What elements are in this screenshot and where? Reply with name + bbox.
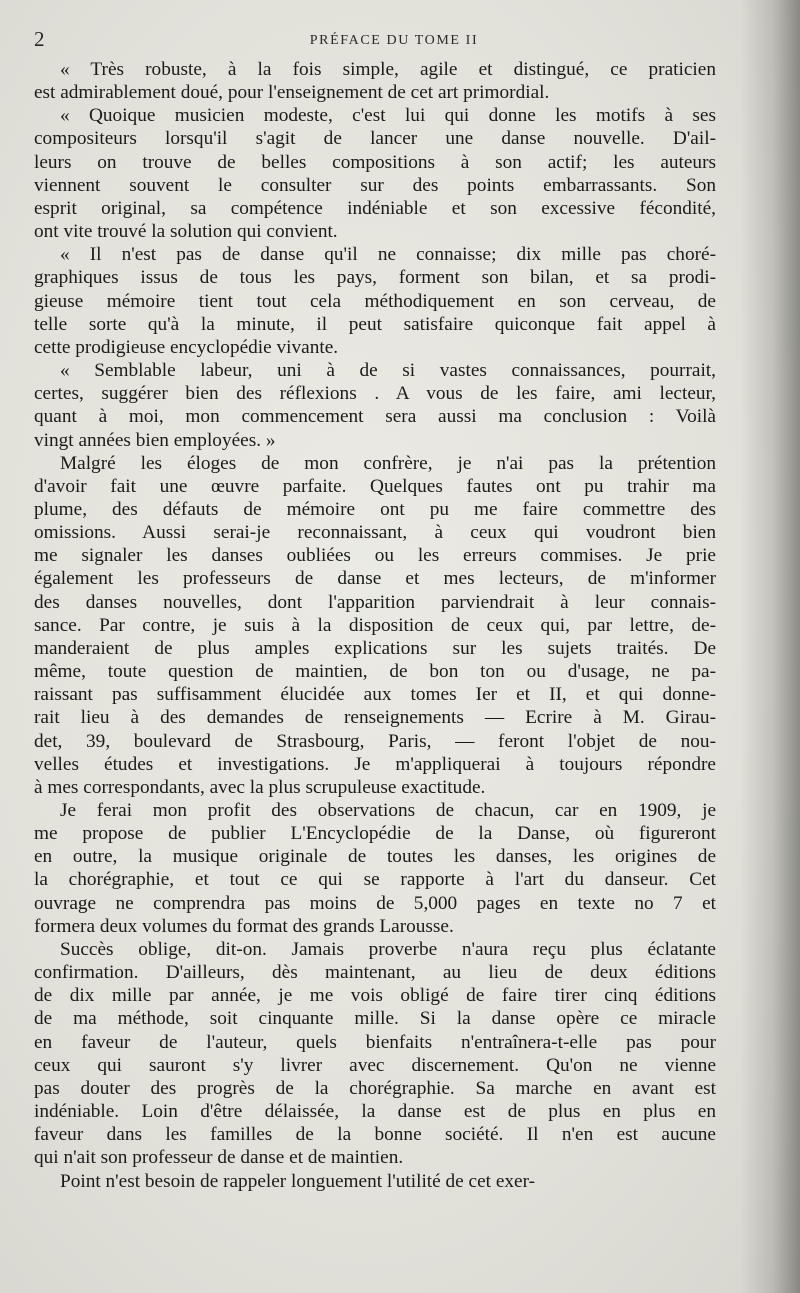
page-header: [34, 27, 754, 52]
text-line: de ma méthode, soit cinquante mille. Si la danse opère ce miracle: [34, 1008, 716, 1030]
text-line: me propose de publier L'Encyclopédie de la Danse, où figureront: [34, 823, 716, 845]
paragraph: [34, 104, 716, 243]
paragraph: [34, 1170, 716, 1193]
text-line: faveur dans les familles de la bonne société. Il n'en est aucune: [34, 1124, 716, 1146]
text-line: également les professeurs de danse et mes lecteurs, de m'informer: [34, 568, 716, 590]
paragraph: [34, 938, 716, 1170]
page-number: 2: [34, 27, 45, 51]
text-line: rait lieu à des demandes de renseignements — Ecrire à M. Girau-: [34, 707, 716, 729]
text-line: « Très robuste, à la fois simple, agile et distingué, ce praticien: [60, 59, 716, 80]
text-line: quant à moi, mon commencement sera aussi ma conclusion : Voilà: [34, 406, 716, 428]
text-line: me signaler les danses oubliées ou les erreurs commises. Je prie: [34, 545, 716, 567]
text-line: « Semblable labeur, uni à de si vastes connaissances, pourrait,: [60, 360, 716, 382]
text-line: en outre, la musique originale de toutes les danses, les origines de: [34, 846, 716, 868]
text-line: det, 39, boulevard de Strasbourg, Paris, — feront l'objet de nou-: [34, 730, 716, 752]
text-line: confirmation. D'ailleurs, dès maintenant, au lieu de deux éditions: [34, 962, 716, 984]
text-line: la chorégraphie, et tout ce qui se rapporte à l'art du danseur. Cet: [34, 869, 716, 891]
text-line: sance. Par contre, je suis à la disposition de ceux qui, par lettre, de-: [34, 614, 716, 636]
paragraph: [34, 452, 716, 799]
text-line: leurs on trouve de belles compositions à son actif; les auteurs: [34, 151, 716, 173]
text-line: compositeurs lorsqu'il s'agit de lancer une danse nouvelle. D'ail-: [34, 128, 716, 150]
text-line: certes, suggérer bien des réflexions . A vous de les faire, ami lecteur,: [34, 383, 716, 405]
page-edge-shadow: [740, 0, 800, 1293]
text-line: Succès oblige, dit-on. Jamais proverbe n'aura reçu plus éclatante: [60, 938, 716, 960]
paragraph: [34, 359, 716, 452]
text-line: pas douter des progrès de la chorégraphie. Sa marche en avant est: [34, 1077, 716, 1099]
text-line: raissant pas suffisamment élucidée aux tomes Ier et II, et qui donne-: [34, 684, 716, 706]
text-line: graphiques issus de tous les pays, forment son bilan, et sa prodi-: [34, 267, 716, 289]
text-line: à mes correspondants, avec la plus scrupuleuse exactitude.: [34, 776, 486, 798]
running-head: PRÉFACE DU TOME II: [309, 33, 479, 48]
paragraph: [34, 799, 716, 938]
text-line: « Il n'est pas de danse qu'il ne connaisse; dix mille pas choré-: [60, 244, 716, 266]
text-line: gieuse mémoire tient tout cela méthodiquement en son cerveau, de: [34, 290, 716, 312]
text-line: cette prodigieuse encyclopédie vivante.: [34, 336, 339, 358]
text-line: viennent souvent le consulter sur des points embarrassants. Son: [34, 174, 716, 196]
text-line: plume, des défauts de mémoire ont pu me faire commettre des: [34, 498, 716, 520]
paragraph: [34, 58, 716, 104]
text-line: de dix mille par année, je me vois obligé de faire tirer cinq éditions: [34, 985, 716, 1007]
text-line: formera deux volumes du format des grands Larousse.: [34, 915, 454, 937]
text-line: est admirablement doué, pour l'enseignement de cet art primordial.: [34, 82, 550, 104]
text-line: Je ferai mon profit des observations de chacun, car en 1909, je: [60, 800, 716, 821]
text-line: manderaient de plus amples explications sur les sujets traités. De: [34, 637, 716, 659]
text-line: « Quoique musicien modeste, c'est lui qui donne les motifs à ses: [60, 105, 716, 127]
body-text: [34, 58, 716, 1193]
text-line: vingt années bien employées. »: [34, 429, 276, 451]
text-line: même, toute question de maintien, de bon ton ou d'usage, ne pa-: [34, 661, 716, 683]
text-line: d'avoir fait une œuvre parfaite. Quelques fautes ont pu trahir ma: [34, 475, 716, 497]
paragraph: [34, 243, 716, 359]
text-line: ont vite trouvé la solution qui convient.: [34, 221, 338, 243]
text-line: en faveur de l'auteur, quels bienfaits n'entraînera-t-elle pas pour: [34, 1031, 716, 1053]
text-line: esprit original, sa compétence indéniable et son excessive fécondité,: [34, 197, 716, 219]
text-line: qui n'ait son professeur de danse et de maintien.: [34, 1147, 404, 1169]
text-line: Malgré les éloges de mon confrère, je n'ai pas la prétention: [60, 452, 716, 474]
text-line: ceux qui sauront s'y livrer avec discernement. Qu'on ne vienne: [34, 1054, 716, 1076]
text-line: indéniable. Loin d'être délaissée, la danse est de plus en plus en: [34, 1101, 716, 1123]
text-line: Point n'est besoin de rappeler longuement l'utilité de cet exer-: [60, 1170, 536, 1192]
text-line: telle sorte qu'à la minute, il peut satisfaire quiconque fait appel à: [34, 313, 716, 335]
text-line: velles études et investigations. Je m'appliquerai à toujours répondre: [34, 753, 716, 775]
text-line: ouvrage ne comprendra pas moins de 5,000 pages en texte no 7 et: [34, 892, 716, 914]
text-line: des danses nouvelles, dont l'apparition parviendrait à leur connais-: [34, 591, 716, 613]
text-line: omissions. Aussi serai-je reconnaissant, à ceux qui voudront bien: [34, 522, 716, 544]
